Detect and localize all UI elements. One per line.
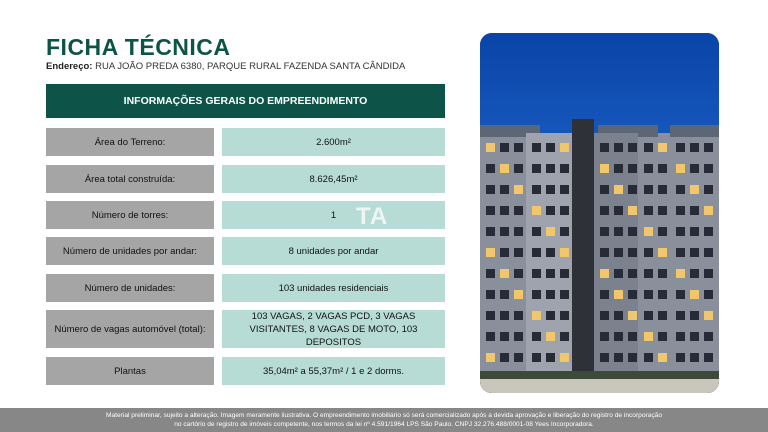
building-window	[658, 332, 667, 341]
building-window	[546, 353, 555, 362]
building-window	[658, 227, 667, 236]
building-window	[486, 164, 495, 173]
building-window	[546, 185, 555, 194]
building-window	[500, 269, 509, 278]
building-window	[560, 185, 569, 194]
building-window	[704, 227, 713, 236]
row-label: Número de unidades:	[46, 274, 214, 302]
building-window	[500, 185, 509, 194]
building-window	[628, 185, 637, 194]
building-window	[690, 185, 699, 194]
building-window	[676, 353, 685, 362]
building-window	[690, 248, 699, 257]
building-window	[676, 248, 685, 257]
building-window	[560, 311, 569, 320]
table-row	[46, 274, 445, 302]
building-window	[690, 353, 699, 362]
building-window	[546, 206, 555, 215]
building-window	[658, 206, 667, 215]
building-window	[644, 269, 653, 278]
building-window	[514, 353, 523, 362]
building-window	[658, 185, 667, 194]
building-window	[658, 248, 667, 257]
building-window	[532, 185, 541, 194]
building-window	[600, 143, 609, 152]
building-window	[486, 227, 495, 236]
building-window	[486, 332, 495, 341]
building-window	[690, 290, 699, 299]
building-window	[500, 353, 509, 362]
building-window	[614, 206, 623, 215]
table-row	[46, 357, 445, 385]
building-window	[704, 164, 713, 173]
building-window	[546, 227, 555, 236]
row-value: 103 VAGAS, 2 VAGAS PCD, 3 VAGAS VISITANTES, 8 VAGAS DE MOTO, 103 DEPOSITOS	[222, 310, 445, 348]
building-window	[600, 290, 609, 299]
building-window	[500, 332, 509, 341]
building-window	[644, 143, 653, 152]
building-window	[704, 206, 713, 215]
building-window	[644, 248, 653, 257]
building-window	[614, 143, 623, 152]
building-window	[658, 353, 667, 362]
address-label: Endereço:	[46, 61, 93, 72]
building-window	[690, 332, 699, 341]
building-window	[676, 206, 685, 215]
building-window	[486, 185, 495, 194]
building-window	[486, 353, 495, 362]
building-window	[676, 143, 685, 152]
building-window	[658, 164, 667, 173]
building-window	[704, 290, 713, 299]
watermark-logo: TA	[356, 203, 389, 230]
building-window	[614, 311, 623, 320]
table-row	[46, 128, 445, 156]
building-window	[546, 164, 555, 173]
building-window	[514, 290, 523, 299]
building-window	[704, 185, 713, 194]
table-row	[46, 310, 445, 348]
building-window	[500, 143, 509, 152]
building-window	[614, 290, 623, 299]
building-window	[486, 143, 495, 152]
building-window	[704, 311, 713, 320]
row-value: 1	[222, 201, 445, 229]
building-window	[560, 353, 569, 362]
building-window	[560, 332, 569, 341]
building-window	[628, 353, 637, 362]
building-window	[532, 227, 541, 236]
building-window	[532, 269, 541, 278]
building-window	[676, 332, 685, 341]
building-window	[560, 164, 569, 173]
building-render-image	[480, 33, 719, 393]
building-window	[614, 332, 623, 341]
disclaimer-line-2: no cartório de registro de imóveis competente, nos termos da lei nº 4.591/1964 LPS São Paulo. CNPJ 32.276.488/0001-08 Yees Incorporadora.	[174, 421, 594, 428]
row-value: 35,04m² a 55,37m² / 1 e 2 dorms.	[222, 357, 445, 385]
building-window	[644, 290, 653, 299]
building-window	[614, 185, 623, 194]
page-title: FICHA TÉCNICA	[46, 34, 231, 60]
building-window	[514, 185, 523, 194]
building-window	[600, 248, 609, 257]
building-window	[704, 332, 713, 341]
building-window	[644, 185, 653, 194]
building-window	[644, 332, 653, 341]
building-window	[500, 290, 509, 299]
building-window	[676, 227, 685, 236]
building-window	[600, 269, 609, 278]
building-window	[546, 332, 555, 341]
table-row	[46, 165, 445, 193]
building-window	[704, 353, 713, 362]
building-window	[500, 164, 509, 173]
building-window	[600, 185, 609, 194]
building-window	[628, 248, 637, 257]
building-window	[704, 143, 713, 152]
building-window	[532, 164, 541, 173]
building-window	[676, 311, 685, 320]
building-window	[690, 206, 699, 215]
building-window	[600, 311, 609, 320]
building-window	[600, 353, 609, 362]
building-window	[628, 164, 637, 173]
row-value: 8.626,45m²	[222, 165, 445, 193]
building-window	[532, 248, 541, 257]
building-window	[614, 353, 623, 362]
building-window	[628, 227, 637, 236]
disclaimer-line-1: Material preliminar, sujeito a alteração. Imagem meramente ilustrativa. O empreendimento imobiliário só será comercializado após a devida aprovação e liberação do registro de incorporação	[106, 412, 662, 419]
building-window	[546, 143, 555, 152]
building-window	[658, 311, 667, 320]
building-window	[644, 164, 653, 173]
building-window	[658, 290, 667, 299]
building-window	[614, 164, 623, 173]
building-window	[514, 227, 523, 236]
building-window	[514, 269, 523, 278]
building-window	[500, 311, 509, 320]
building-window	[676, 164, 685, 173]
building-window	[514, 206, 523, 215]
row-label: Número de torres:	[46, 201, 214, 229]
building-window	[546, 311, 555, 320]
building-window	[600, 206, 609, 215]
building-window	[628, 143, 637, 152]
building-window	[500, 227, 509, 236]
building-window	[644, 206, 653, 215]
table-row	[46, 237, 445, 265]
building-window	[486, 248, 495, 257]
building-window	[560, 206, 569, 215]
building-window	[614, 269, 623, 278]
building-window	[690, 269, 699, 278]
row-label: Área total construída:	[46, 165, 214, 193]
building-window	[690, 311, 699, 320]
row-label: Número de unidades por andar:	[46, 237, 214, 265]
legal-disclaimer	[0, 408, 768, 432]
building-window	[546, 248, 555, 257]
building-window	[500, 206, 509, 215]
row-value: 8 unidades por andar	[222, 237, 445, 265]
building-window	[532, 353, 541, 362]
building-window	[514, 248, 523, 257]
building-window	[628, 269, 637, 278]
building-window	[690, 143, 699, 152]
building-window	[600, 227, 609, 236]
table-header: INFORMAÇÕES GERAIS DO EMPREENDIMENTO	[46, 84, 445, 118]
building-window	[658, 269, 667, 278]
building-window	[560, 227, 569, 236]
building-window	[628, 311, 637, 320]
building-window	[532, 143, 541, 152]
building-window	[676, 185, 685, 194]
building-window	[532, 290, 541, 299]
address-value: RUA JOÃO PREDA 6380, PARQUE RURAL FAZENDA SANTA CÂNDIDA	[95, 61, 406, 72]
row-value: 2.600m²	[222, 128, 445, 156]
building-window	[532, 332, 541, 341]
building-window	[690, 227, 699, 236]
building-window	[644, 353, 653, 362]
row-value: 103 unidades residenciais	[222, 274, 445, 302]
building-window	[486, 290, 495, 299]
building-window	[676, 290, 685, 299]
building-window	[600, 164, 609, 173]
building-window	[532, 206, 541, 215]
building-window	[614, 227, 623, 236]
building-window	[704, 248, 713, 257]
row-label: Número de vagas automóvel (total):	[46, 310, 214, 348]
building-window	[676, 269, 685, 278]
row-label: Plantas	[46, 357, 214, 385]
building-window	[560, 269, 569, 278]
building-window	[486, 311, 495, 320]
address-line	[46, 61, 405, 72]
building-window	[560, 143, 569, 152]
building-window	[514, 143, 523, 152]
building-window	[644, 227, 653, 236]
building-window	[500, 248, 509, 257]
row-label: Área do Terreno:	[46, 128, 214, 156]
building-window	[628, 290, 637, 299]
building-window	[560, 248, 569, 257]
building-window	[628, 206, 637, 215]
building-window	[514, 164, 523, 173]
building-window	[690, 164, 699, 173]
building-window	[546, 290, 555, 299]
building-window	[514, 332, 523, 341]
building-window	[600, 332, 609, 341]
building-window	[644, 311, 653, 320]
building-window	[546, 269, 555, 278]
building-window	[532, 311, 541, 320]
building-window	[486, 206, 495, 215]
building-window	[614, 248, 623, 257]
building-window	[486, 269, 495, 278]
building-window	[560, 290, 569, 299]
building-window	[628, 332, 637, 341]
building-window	[514, 311, 523, 320]
building-window	[658, 143, 667, 152]
building-window	[704, 269, 713, 278]
